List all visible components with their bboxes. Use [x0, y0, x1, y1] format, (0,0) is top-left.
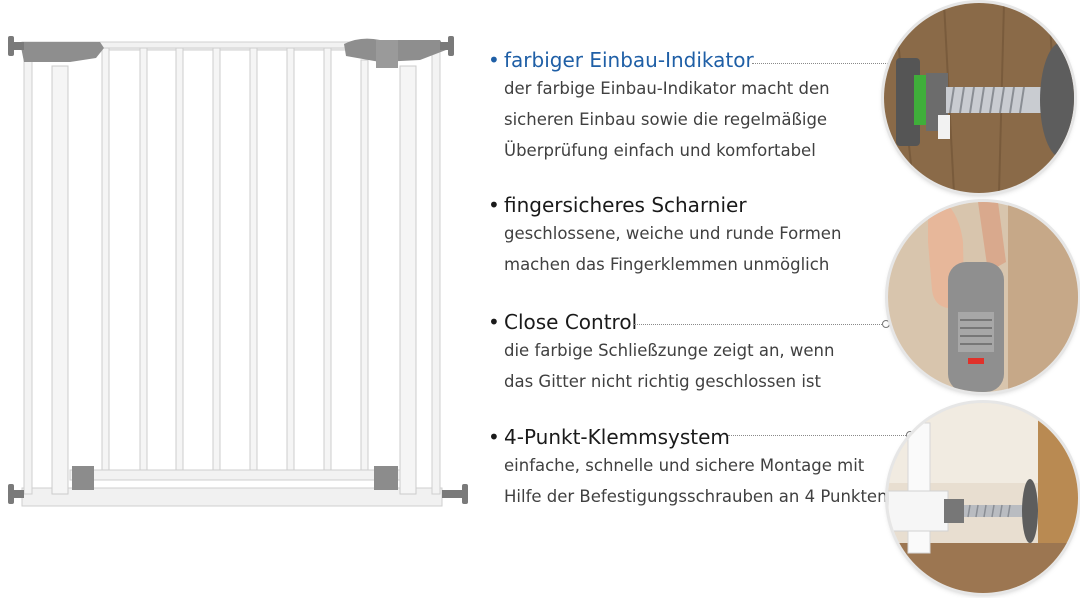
description-line: machen das Fingerklemmen unmöglich	[504, 255, 830, 274]
feature-einbau-indikator	[488, 47, 888, 166]
bullet: •	[488, 425, 500, 449]
feature-title-text: Close Control	[504, 310, 638, 334]
feature-title-text: farbiger Einbau-Indikator	[504, 48, 754, 72]
description-line: das Gitter nicht richtig geschlossen ist	[504, 372, 821, 391]
feature-title-text: fingersicheres Scharnier	[504, 193, 747, 217]
leader-dot	[882, 320, 890, 328]
feature-klemmsystem	[488, 424, 888, 512]
bullet: •	[488, 48, 500, 72]
close-control-detail	[888, 300, 1028, 390]
description-line: sicheren Einbau sowie die regelmäßige	[504, 110, 828, 129]
feature-description	[504, 450, 888, 512]
description-line: geschlossene, weiche und runde Formen	[504, 224, 842, 243]
feature-title	[488, 47, 888, 73]
feature-description	[504, 335, 888, 397]
feature-close-control	[488, 309, 888, 397]
bullet: •	[488, 193, 500, 217]
einbau-indikator-detail	[884, 3, 1074, 193]
description-line: Überprüfung einfach und komfortabel	[504, 141, 816, 160]
leader-line	[752, 63, 892, 64]
feature-description	[504, 73, 888, 166]
description-line: die farbige Schließzunge zeigt an, wenn	[504, 341, 835, 360]
feature-description	[504, 218, 888, 280]
bullet: •	[488, 310, 500, 334]
description-line: einfache, schnelle und sichere Montage mit	[504, 456, 865, 475]
klemmsystem-detail	[888, 403, 1078, 593]
feature-title	[488, 424, 888, 450]
feature-title-text: 4-Punkt-Klemmsystem	[504, 425, 730, 449]
description-line: der farbige Einbau-Indikator macht den	[504, 79, 830, 98]
feature-title	[488, 192, 888, 218]
safety-gate-image	[0, 0, 480, 598]
description-line: Hilfe der Befestigungsschrauben an 4 Punkten	[504, 487, 888, 506]
leader-line	[634, 324, 884, 325]
feature-title	[488, 309, 888, 335]
feature-scharnier	[488, 192, 888, 280]
leader-line	[728, 435, 908, 436]
